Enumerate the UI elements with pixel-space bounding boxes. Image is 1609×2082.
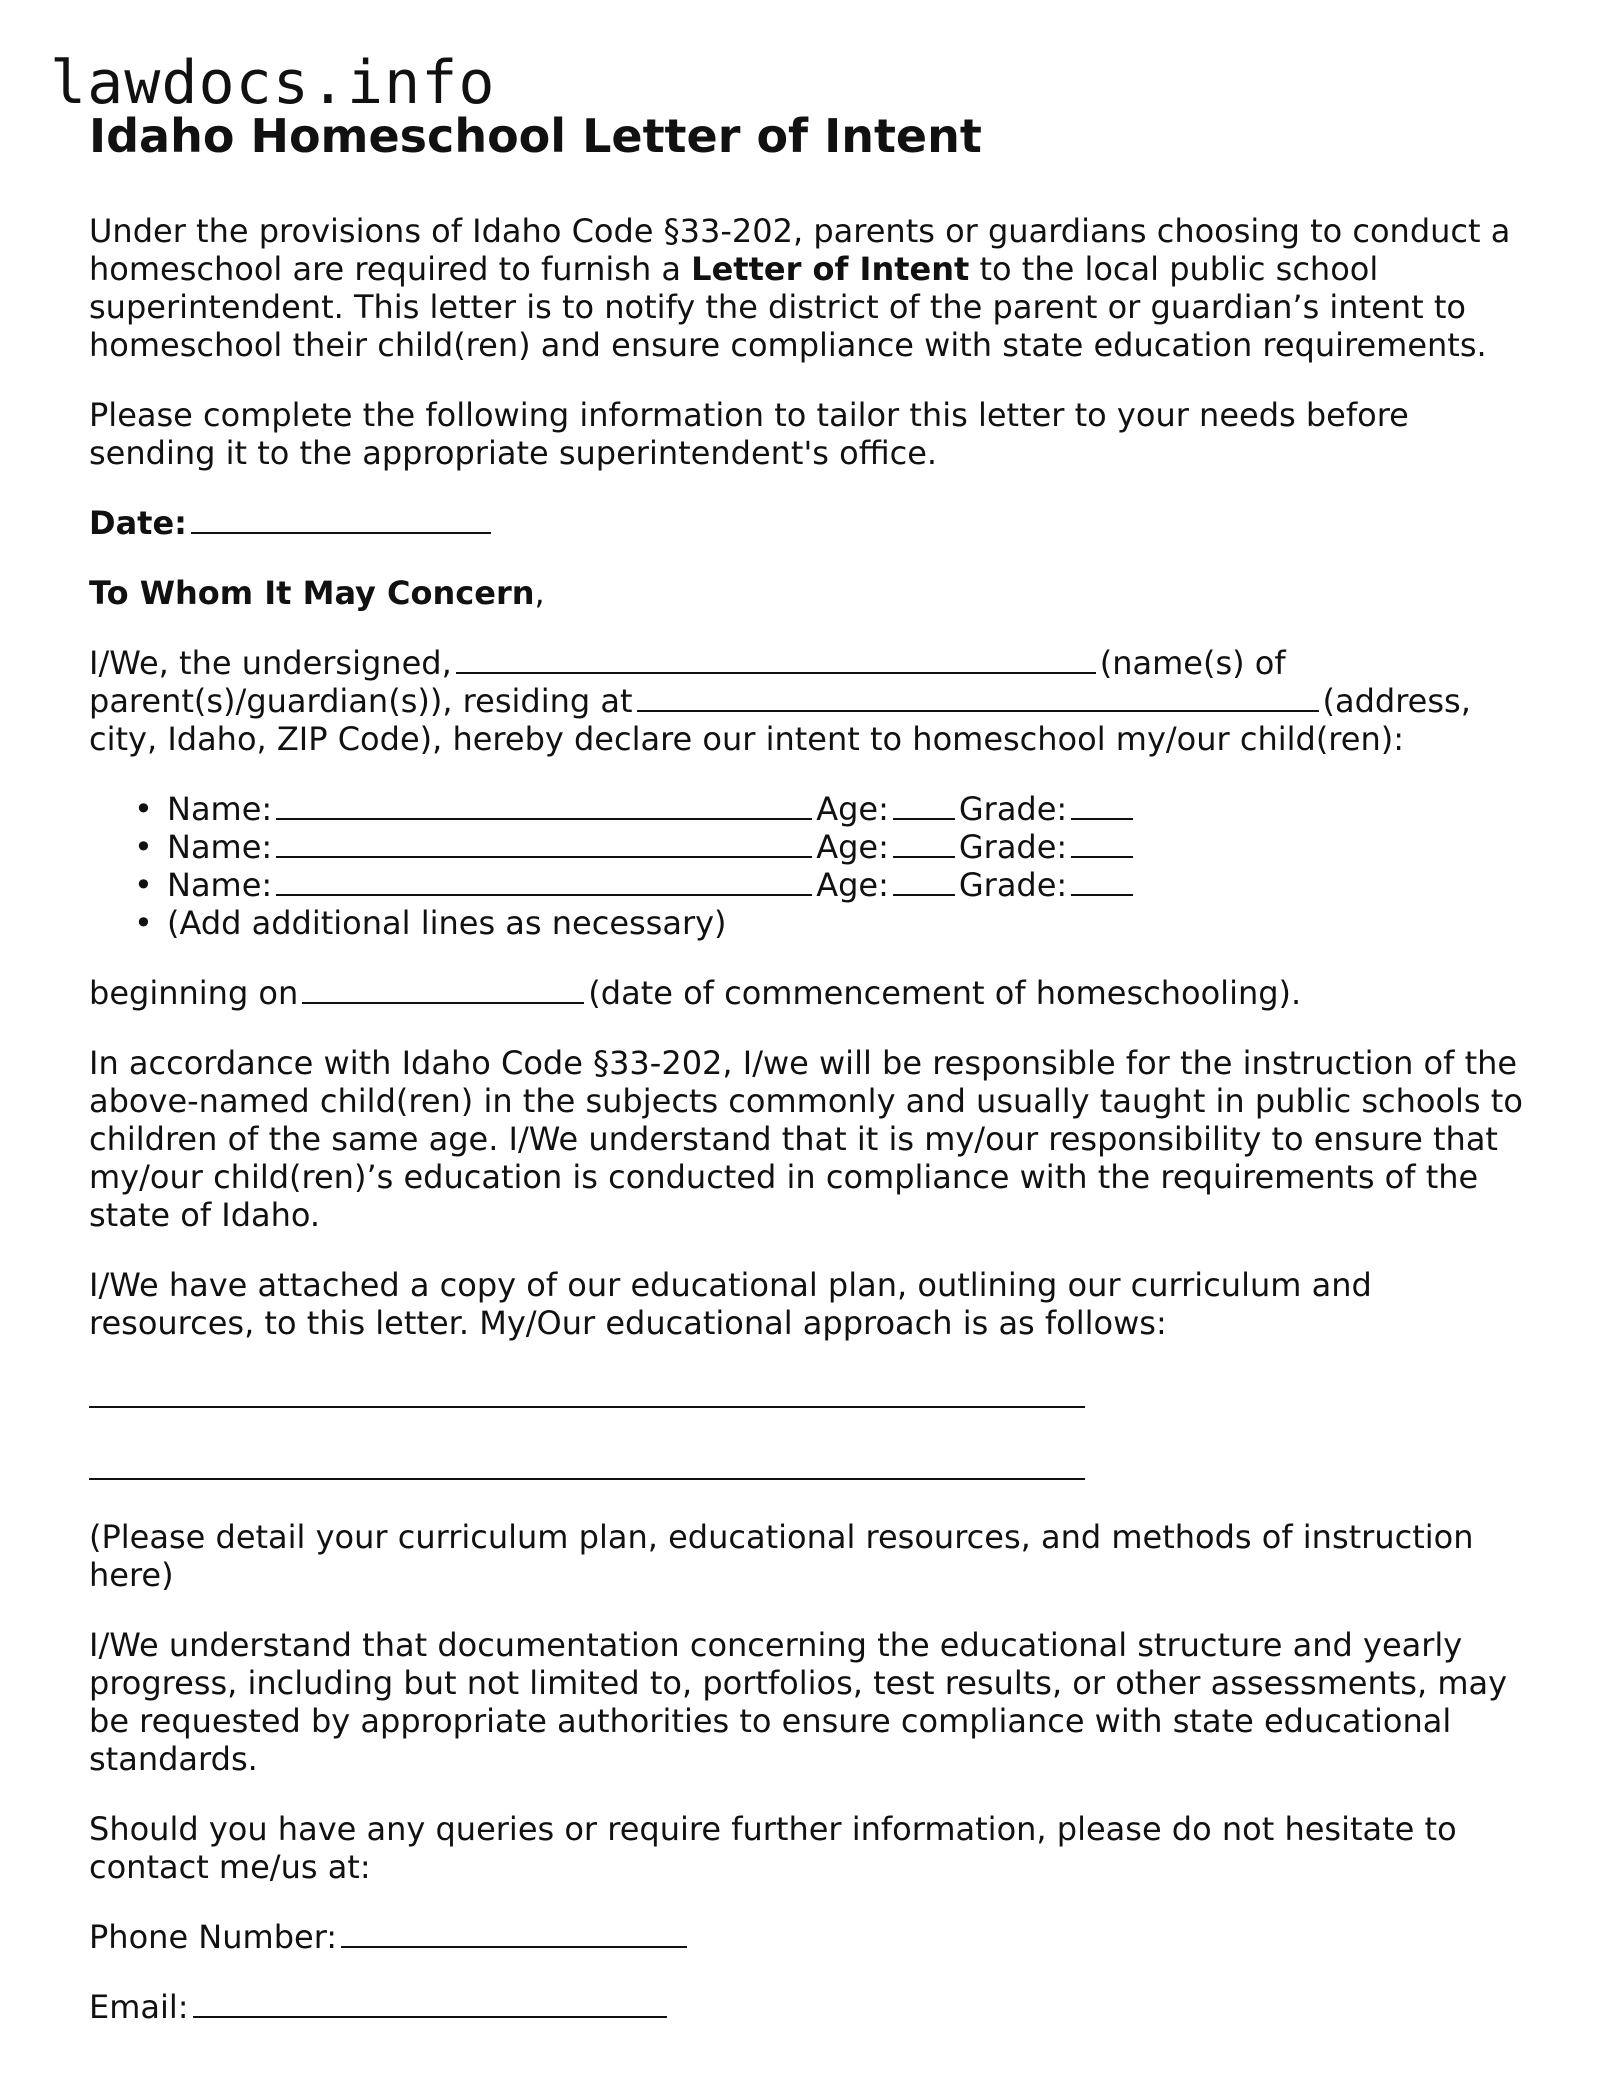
date-blank[interactable] — [191, 504, 491, 534]
child-row — [89, 790, 1529, 828]
child-name-label: Name: — [167, 828, 273, 866]
salutation-text: To Whom It May Concern — [89, 574, 535, 612]
document-title: Idaho Homeschool Letter of Intent — [89, 109, 982, 163]
date-line — [89, 504, 1529, 542]
parent-names-blank[interactable] — [456, 644, 1096, 674]
email-line — [89, 1988, 1529, 2026]
responsibility-paragraph: In accordance with Idaho Code §33-202, I/we will be responsible for the instruction of the above-named child(ren) in the subjects commonly and usually taught in public schools to children of the same age. I/We understand that it is my/our responsibility to ensure that my/our child(ren)’s education is conducted in compliance with the requirements of the state of Idaho. — [89, 1044, 1523, 1234]
child-name-blank[interactable] — [276, 866, 812, 896]
beginning-label: beginning on — [89, 974, 299, 1012]
additional-lines-note: • (Add additional lines as necessary) — [89, 904, 1529, 942]
approach-blank-line-2[interactable] — [89, 1476, 1085, 1480]
child-grade-label: Grade: — [958, 828, 1068, 866]
child-age-blank[interactable] — [893, 828, 955, 858]
plan-paragraph: I/We have attached a copy of our educational plan, outlining our curriculum and resources, to this letter. My/Our educational approach is as follows: — [89, 1266, 1372, 1342]
email-label: Email: — [89, 1988, 189, 2026]
phone-line — [89, 1918, 1529, 1956]
salutation — [89, 574, 1529, 612]
watermark-logo: lawdocs.info — [50, 48, 496, 118]
child-age-label: Age: — [816, 828, 889, 866]
salutation-comma: , — [534, 574, 545, 612]
intro-text-start: Under the provisions of Idaho Code §33-202, parents or guardians choosing to conduct a homeschool are required to furnish a — [89, 212, 1511, 288]
child-name-label: Name: — [167, 866, 273, 904]
child-grade-label: Grade: — [958, 866, 1068, 904]
child-grade-blank[interactable] — [1071, 828, 1133, 858]
beginning-line — [89, 974, 1529, 1012]
intro-paragraph — [89, 212, 1529, 364]
intro-letter-of-intent: Letter of Intent — [691, 250, 970, 288]
instructions-paragraph: Please complete the following information to tailor this letter to your needs before sending it to the appropriate superintendent's office. — [89, 396, 1409, 472]
child-age-blank[interactable] — [893, 790, 955, 820]
declaration-paragraph — [89, 644, 1529, 758]
child-age-label: Age: — [816, 790, 889, 828]
documentation-paragraph: I/We understand that documentation concerning the educational structure and yearly progress, including but not limited to, portfolios, test results, or other assessments, may be requested by appropriate authorities to ensure compliance with state educational standards. — [89, 1626, 1508, 1778]
child-name-label: Name: — [167, 790, 273, 828]
declaration-text-2: (name(s) of parent(s)/guardian(s)), residing at — [89, 644, 1286, 720]
declaration-text-1: I/We, the undersigned, — [89, 644, 452, 682]
child-name-blank[interactable] — [276, 790, 812, 820]
beginning-note: (date of commencement of homeschooling). — [588, 974, 1302, 1012]
declaration-text-3: (address, city, Idaho, ZIP Code), hereby declare our intent to homeschool my/our child(ren): — [89, 682, 1471, 758]
date-label: Date: — [89, 504, 187, 542]
child-age-label: Age: — [816, 866, 889, 904]
phone-blank[interactable] — [341, 1918, 687, 1948]
document-body — [89, 106, 1529, 2026]
child-grade-label: Grade: — [958, 790, 1068, 828]
child-row — [89, 828, 1529, 866]
child-grade-blank[interactable] — [1071, 790, 1133, 820]
child-row — [89, 866, 1529, 904]
contact-intro: Should you have any queries or require further information, please do not hesitate to contact me/us at: — [89, 1810, 1457, 1886]
children-list — [89, 790, 1529, 942]
child-grade-blank[interactable] — [1071, 866, 1133, 896]
child-age-blank[interactable] — [893, 866, 955, 896]
child-name-blank[interactable] — [276, 828, 812, 858]
phone-label: Phone Number: — [89, 1918, 338, 1956]
plan-note: (Please detail your curriculum plan, educational resources, and methods of instruction here) — [89, 1518, 1474, 1594]
email-blank[interactable] — [193, 1988, 667, 2018]
intro-text-end: to the local public school superintendent. This letter is to notify the district of the parent or guardian’s intent to homeschool their child(ren) and ensure compliance with state education requirements. — [89, 250, 1487, 364]
commencement-date-blank[interactable] — [302, 974, 584, 1004]
address-blank[interactable] — [637, 682, 1319, 712]
